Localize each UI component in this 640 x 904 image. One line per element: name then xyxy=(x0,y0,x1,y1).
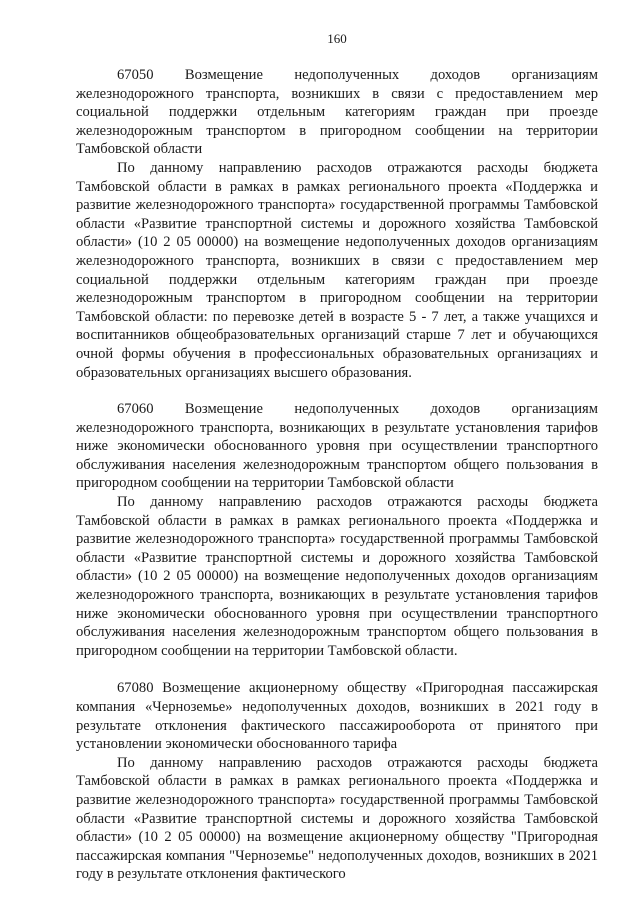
section-67060-body: По данному направлению расходов отражаются расходы бюджета Тамбовской области в рамках в рамках регионального проекта «Поддержка и развитие железнодорожного транспорта» государственной программы Тамбовской области «Развитие транспортной системы и дорожного хозяйства Тамбовской области» (10 2 05 00000) на возмещение недополученных доходов организациям железнодорожного транспорта, возникающих в результате установления тарифов ниже экономически обоснованного уровня при осуществлении транспортного обслуживания населения железнодорожным транспортом общего пользования в пригородном сообщении на территории Тамбовской области. xyxy=(76,494,598,659)
section-67050-body: По данному направлению расходов отражаются расходы бюджета Тамбовской области в рамках в рамках регионального проекта «Поддержка и развитие железнодорожного транспорта» государственной программы Тамбовской области «Развитие транспортной системы и дорожного хозяйства Тамбовской области» (10 2 05 00000) на возмещение недополученных доходов организациям железнодорожного транспорта, возникших в связи с предоставлением мер социальной поддержки отдельным категориям граждан при проезде железнодорожным транспортом в пригородном сообщении на территории Тамбовской области: по перевозке детей в возрасте 5 - 7 лет, а также учащихся и воспитанников общеобразовательных организаций старше 7 лет и обучающихся очной формы обучения в профессиональных образовательных организациях и образовательных организациях высшего образования. xyxy=(76,159,598,381)
section-67080-body: По данному направлению расходов отражаются расходы бюджета Тамбовской области в рамках в рамках регионального проекта «Поддержка и развитие железнодорожного транспорта» государственной программы Тамбовской области «Развитие транспортной системы и дорожного хозяйства Тамбовской области» (10 2 05 00000) на возмещение акционерному обществу "Пригородная пассажирская компания "Черноземье" недополученных доходов, возникших в 2021 году в результате отклонения фактического xyxy=(76,754,598,883)
section-spacer xyxy=(76,382,598,400)
page-number: 160 xyxy=(327,31,347,46)
section-67080-heading: 67080 Возмещение акционерному обществу «Пригородная пассажирская компания «Черноземье» недополученных доходов, возникших в 2021 году в результате отклонения фактического пассажирооборота от принятого при установлении экономически обоснованного тарифа xyxy=(76,680,598,753)
section-67060-heading: 67060 Возмещение недополученных доходов организациям железнодорожного транспорта, возникающих в результате установления тарифов ниже экономически обоснованного уровня при осуществлении транспортного обслуживания населения железнодорожным транспортом общего пользования в пригородном сообщении на территории Тамбовской области xyxy=(76,401,598,492)
section-67050-heading: 67050 Возмещение недополученных доходов организациям железнодорожного транспорта, возникших в связи с предоставлением мер социальной поддержки отдельным категориям граждан при проезде железнодорожным транспортом в пригородном сообщении на территории Тамбовской области xyxy=(76,67,598,158)
section-spacer xyxy=(76,660,598,679)
document-page xyxy=(76,30,598,884)
